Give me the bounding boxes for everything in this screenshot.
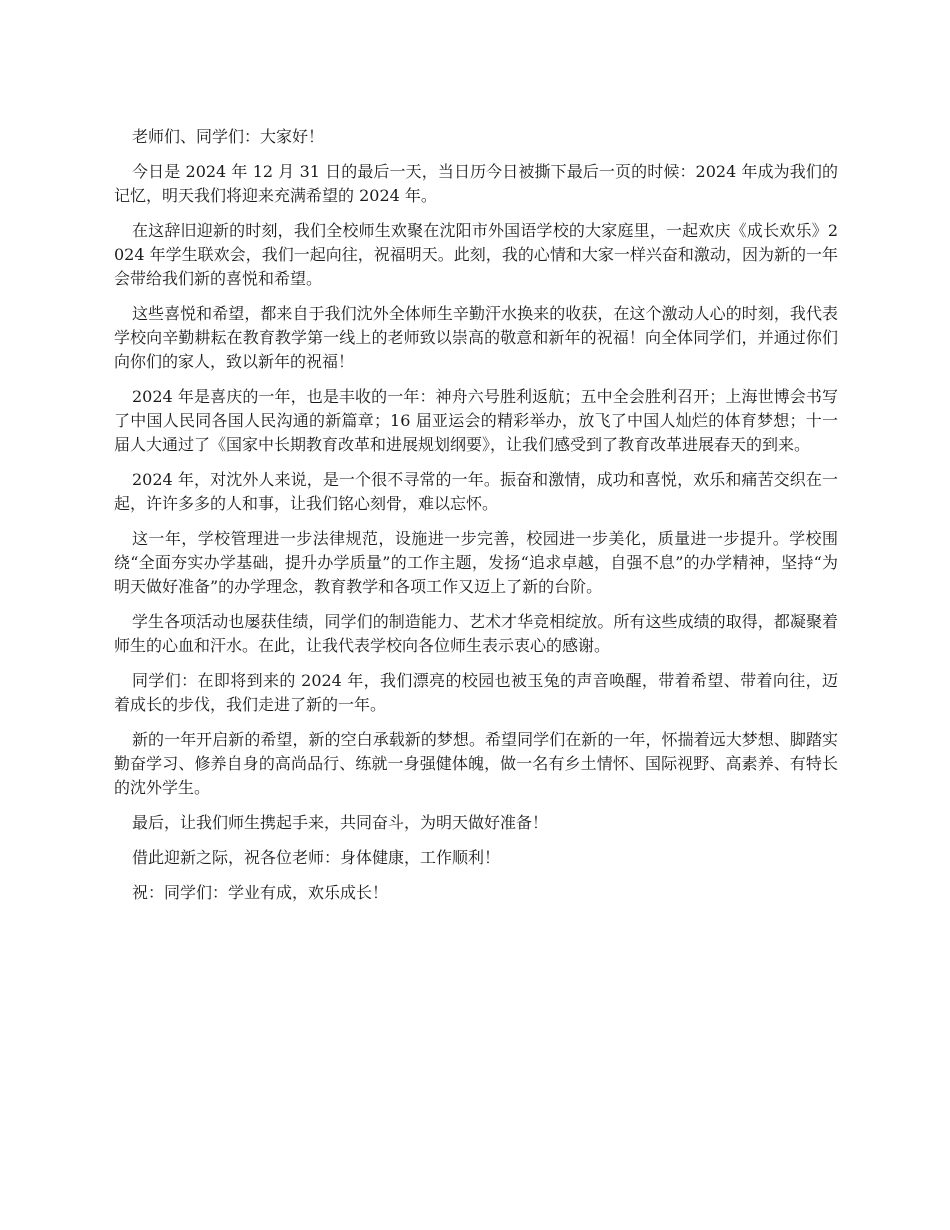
body-paragraph: 2024 年，对沈外人来说，是一个很不寻常的一年。振奋和激情，成功和喜悦，欢乐和痛苦交织在一起，许许多多的人和事，让我们铭心刻骨，难以忘怀。 <box>114 470 838 513</box>
closing-paragraph: 祝：同学们：学业有成，欢乐成长！ <box>132 883 389 902</box>
body-paragraph: 今日是 2024 年 12 月 31 日的最后一天，当日历今日被撕下最后一页的时候：2024 年成为我们的记忆，明天我们将迎来充满希望的 2024 年。 <box>114 162 838 205</box>
greeting-paragraph: 老师们、同学们：大家好！ <box>132 127 325 146</box>
body-paragraph: 同学们：在即将到来的 2024 年，我们漂亮的校园也被玉兔的声音唤醒，带着希望、带着向往，迈着成长的步伐，我们走进了新的一年。 <box>114 671 838 714</box>
body-paragraph: 这些喜悦和希望，都来自于我们沈外全体师生辛勤汗水换来的收获，在这个激动人心的时刻，我代表学校向辛勤耕耘在教育教学第一线上的老师致以崇高的敬意和新年的祝福！向全体同学们，并通过你们向你们的家人，致以新年的祝福！ <box>114 304 838 371</box>
body-paragraph: 学生各项活动也屡获佳绩，同学们的制造能力、艺术才华竞相绽放。所有这些成绩的取得，都凝聚着师生的心血和汗水。在此，让我代表学校向各位师生表示衷心的感谢。 <box>114 612 838 655</box>
body-paragraph: 新的一年开启新的希望，新的空白承载新的梦想。希望同学们在新的一年，怀揣着远大梦想、脚踏实勤奋学习、修养自身的高尚品行、练就一身强健体魄，做一名有乡土情怀、国际视野、高素养、有特长的沈外学生。 <box>114 730 838 797</box>
closing-paragraph: 最后，让我们师生携起手来，共同奋斗，为明天做好准备！ <box>132 813 549 832</box>
body-paragraph: 在这辞旧迎新的时刻，我们全校师生欢聚在沈阳市外国语学校的大家庭里，一起欢庆《成长欢乐》2024 年学生联欢会，我们一起向往，祝福明天。此刻，我的心情和大家一样兴奋和激动，因为新的一年会带给我们新的喜悦和希望。 <box>114 221 838 288</box>
body-paragraph: 这一年，学校管理进一步法律规范，设施进一步完善，校园进一步美化，质量进一步提升。学校围绕“全面夯实办学基础，提升办学质量”的工作主题，发扬“追求卓越，自强不息”的办学精神，坚持“为明天做好准备”的办学理念，教育教学和各项工作又迈上了新的台阶。 <box>114 529 838 596</box>
body-paragraph: 2024 年是喜庆的一年，也是丰收的一年：神舟六号胜利返航；五中全会胜利召开；上海世博会书写了中国人民同各国人民沟通的新篇章；16 届亚运会的精彩举办，放飞了中国人灿烂的体育梦想；十一届人大通过了《国家中长期教育改革和进展规划纲要》，让我们感受到了教育改革进展春天的到来。 <box>114 387 838 454</box>
document-body <box>114 125 838 916</box>
closing-paragraph: 借此迎新之际，祝各位老师：身体健康，工作顺利！ <box>132 848 501 867</box>
